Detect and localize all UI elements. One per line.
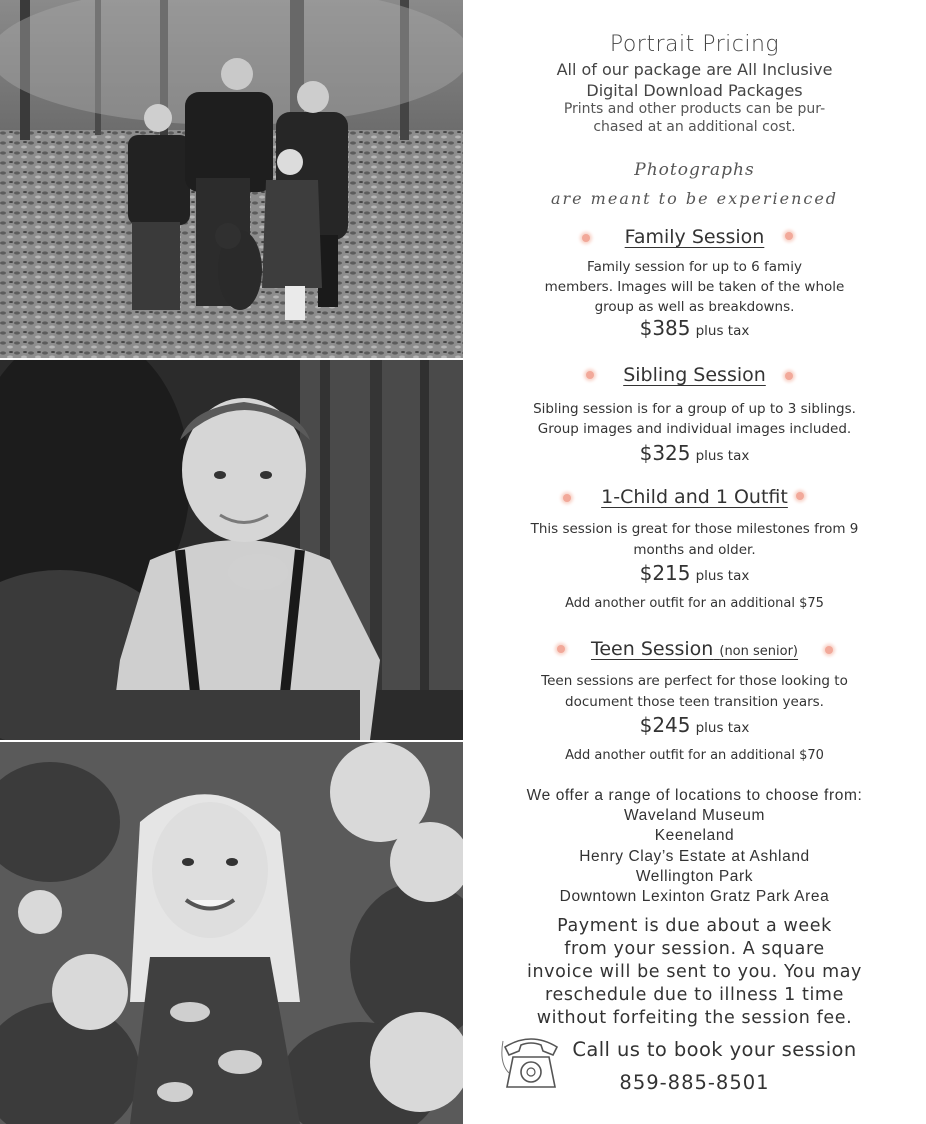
- payment-line-4: reschedule due to illness 1 time: [545, 985, 844, 1005]
- sibling-session-heading: Sibling Session: [623, 364, 766, 386]
- location-item: Waveland Museum: [623, 807, 766, 824]
- child-outfit-price-row: [463, 561, 926, 585]
- family-session-price: $385: [639, 316, 691, 340]
- family-session-desc-1: Family session for up to 6 famiy: [587, 259, 802, 275]
- location-item: Wellington Park: [635, 868, 754, 885]
- package-note-line2: Digital Download Packages: [586, 81, 803, 100]
- teen-session-desc-2: document those teen transition years.: [565, 694, 824, 710]
- child-outfit-price: $215: [639, 561, 691, 585]
- child-outfit-heading: 1-Child and 1 Outfit: [601, 486, 788, 508]
- teen-session-heading-row: [463, 638, 926, 660]
- payment-line-2: from your session. A square: [564, 939, 825, 959]
- teen-session-addl: Add another outfit for an additional $70: [565, 748, 824, 763]
- sibling-session-desc-1: Sibling session is for a group of up to 3 siblings.: [533, 401, 856, 417]
- teen-session-heading: Teen Session: [590, 638, 714, 660]
- family-session-desc-2: members. Images will be taken of the whole: [544, 279, 845, 295]
- call-to-action: Call us to book your session: [572, 1038, 857, 1061]
- family-session-tax: plus tax: [695, 323, 750, 339]
- family-photo: [0, 0, 463, 358]
- teen-session-note: (non senior): [719, 644, 799, 659]
- child-outfit-desc-1: This session is great for those milestones from 9: [530, 521, 859, 537]
- locations-intro: We offer a range of locations to choose from:: [526, 787, 863, 804]
- teen-session-tax: plus tax: [695, 720, 750, 736]
- boy-photo: [0, 360, 463, 740]
- child-outfit-tax: plus tax: [695, 568, 750, 584]
- location-item: Henry Clay’s Estate at Ashland: [579, 848, 810, 865]
- location-item: Downtown Lexinton Gratz Park Area: [559, 888, 830, 905]
- package-note-line1: All of our package are All Inclusive: [556, 60, 833, 79]
- location-item: Keeneland: [654, 827, 735, 844]
- package-note-line3: Prints and other products can be pur-: [563, 101, 826, 117]
- teen-session-price-row: [463, 713, 926, 737]
- sibling-session-tax: plus tax: [695, 448, 750, 464]
- teen-session-desc-1: Teen sessions are perfect for those looking to: [541, 673, 848, 689]
- sibling-session-price: $325: [639, 441, 691, 465]
- payment-line-3: invoice will be sent to you. You may: [527, 962, 862, 982]
- page-title: Portrait Pricing: [609, 32, 780, 57]
- package-note-line4: chased at an additional cost.: [593, 119, 796, 135]
- girl-photo: [0, 742, 463, 1124]
- pricing-panel: [463, 0, 926, 1124]
- family-session-heading: Family Session: [624, 226, 765, 248]
- family-session-price-row: [463, 316, 926, 340]
- teen-session-price: $245: [639, 713, 691, 737]
- child-outfit-desc-2: months and older.: [633, 542, 756, 558]
- child-outfit-addl: Add another outfit for an additional $75: [565, 596, 824, 611]
- tagline-line1: Photographs: [634, 160, 755, 180]
- sibling-session-price-row: [463, 441, 926, 465]
- family-session-desc-3: group as well as breakdowns.: [594, 299, 795, 315]
- tagline-line2: are meant to be experienced: [550, 189, 839, 208]
- sibling-session-desc-2: Group images and individual images included.: [537, 421, 852, 437]
- payment-line-1: Payment is due about a week: [557, 916, 832, 936]
- payment-line-5: without forfeiting the session fee.: [536, 1008, 853, 1028]
- phone-number[interactable]: 859-885-8501: [619, 1071, 770, 1094]
